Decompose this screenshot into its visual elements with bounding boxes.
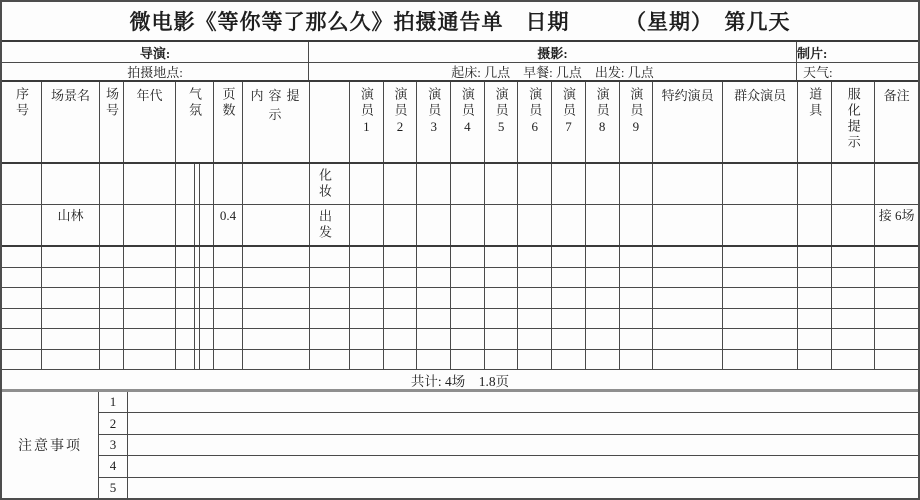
weather-label: 天气: [803,65,833,80]
header-makeup-depart [310,82,350,162]
header-actor-7: 演员7 [552,82,586,162]
header-mood: 气氛 [176,82,214,162]
table-row-empty [2,288,918,309]
form-title: 微电影《等你等了那么久》拍摄通告单 日期 （星期） 第几天 [129,10,791,34]
note-number-5: 5 [99,478,128,498]
table-row-empty [2,268,918,289]
table-row-1 [2,164,918,205]
header-props: 道具 [798,82,832,162]
header-costume-hint: 服化提示 [832,82,875,162]
header-scene-name: 场景名 [42,82,100,162]
info-row-2 [2,63,918,82]
cell-pages-row2: 0.4 [214,205,243,245]
note-number-1: 1 [99,392,128,412]
note-number-4: 4 [99,456,128,476]
header-actor-3: 演员3 [417,82,451,162]
note-row-2 [99,413,918,434]
table-row-2 [2,205,918,247]
header-actor-9: 演员9 [620,82,654,162]
header-actor-4: 演员4 [451,82,485,162]
schedule-text: 起床: 几点 早餐: 几点 出发: 几点 [309,63,797,80]
notes-section [2,392,918,498]
note-content-2 [128,413,918,433]
header-actor-5: 演员5 [485,82,519,162]
header-crowd-actors: 群众演员 [723,82,798,162]
note-number-3: 3 [99,435,128,455]
note-content-3 [128,435,918,455]
header-remark: 备注 [883,88,910,103]
cell-remark-row2: 接 6场 [878,208,915,223]
header-actor-8: 演员8 [586,82,620,162]
note-row-3 [99,435,918,456]
note-number-2: 2 [99,413,128,433]
note-content-4 [128,456,918,476]
header-special-actors: 特约演员 [653,82,723,162]
producer-label: 制片: [797,45,828,61]
note-row-1 [99,392,918,413]
header-actor-6: 演员6 [518,82,552,162]
note-row-4 [99,456,918,477]
note-row-5 [99,478,918,498]
director-label: 导演: [2,42,309,62]
location-label: 拍摄地点: [2,63,309,80]
cinematography-label: 摄影: [309,42,797,62]
table-row-empty [2,350,918,371]
table-header-row [2,82,918,164]
header-pages: 页数 [214,82,243,162]
cell-scene-name-row2: 山林 [42,205,100,245]
header-content-hint: 内容提示 [243,82,310,162]
table-row-empty [2,309,918,330]
header-actor-1: 演员1 [350,82,384,162]
cell-depart-row2: 出发 [310,205,350,245]
notes-rows [99,392,918,498]
header-era: 年代 [124,82,176,162]
note-content-5 [128,478,918,498]
title-row [2,2,918,42]
header-scene-no: 场号 [100,82,124,162]
info-row-1 [2,42,918,63]
total-text: 共计: 4场 1.8页 [410,373,510,389]
header-seq: 序号 [2,82,42,162]
table-row-empty [2,329,918,350]
notes-label: 注意事项 [2,392,99,498]
header-actor-2: 演员2 [384,82,418,162]
table-row-empty [2,247,918,268]
note-content-1 [128,392,918,412]
cell-makeup-row1: 化妆 [310,164,350,204]
total-row [2,370,918,392]
